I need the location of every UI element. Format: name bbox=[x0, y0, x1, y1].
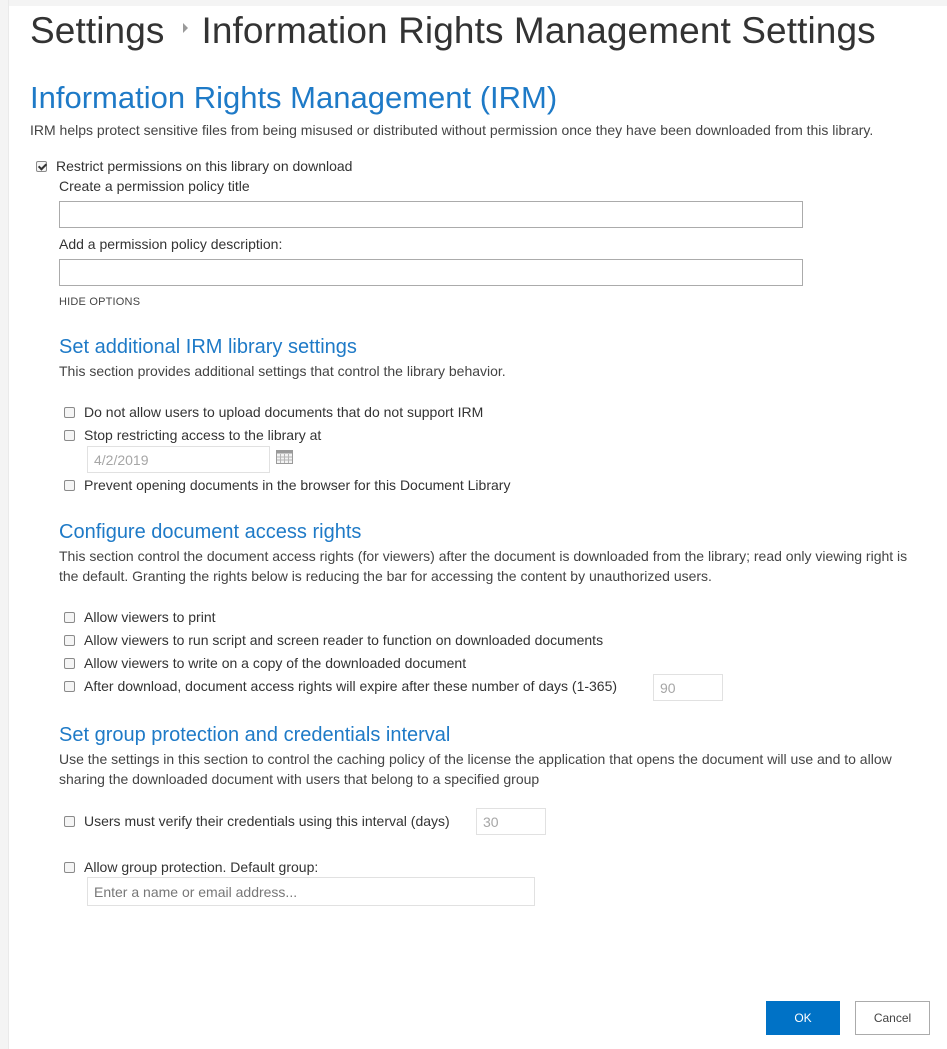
allow-script-row bbox=[64, 632, 603, 648]
prevent-browser-row bbox=[64, 477, 510, 493]
group-protection-checkbox[interactable] bbox=[64, 862, 75, 873]
calendar-icon[interactable] bbox=[276, 450, 293, 464]
default-group-field[interactable] bbox=[87, 877, 535, 906]
breadcrumb bbox=[30, 8, 876, 58]
ok-button[interactable]: OK bbox=[766, 1001, 840, 1035]
expire-days-field[interactable] bbox=[653, 674, 723, 701]
verify-credentials-label: Users must verify their credentials using this interval (days) bbox=[84, 813, 450, 829]
stop-restrict-row bbox=[64, 427, 321, 443]
top-strip bbox=[0, 0, 947, 6]
stop-restrict-label: Stop restricting access to the library at bbox=[84, 427, 322, 443]
expire-row bbox=[64, 678, 617, 694]
allow-print-checkbox[interactable] bbox=[64, 612, 75, 623]
policy-description-label: Add a permission policy description: bbox=[59, 236, 283, 252]
irm-heading: Information Rights Management (IRM) bbox=[30, 80, 558, 115]
verify-days-field[interactable] bbox=[476, 808, 546, 835]
breadcrumb-settings-link[interactable]: Settings bbox=[30, 10, 165, 52]
group-protection-row bbox=[64, 859, 318, 875]
expire-days-input[interactable] bbox=[654, 675, 722, 700]
group-protection-heading: Set group protection and credentials interval bbox=[59, 724, 451, 746]
policy-title-input[interactable] bbox=[60, 202, 802, 227]
default-group-input[interactable] bbox=[88, 878, 534, 905]
stop-date-input[interactable] bbox=[88, 447, 269, 472]
allow-script-checkbox[interactable] bbox=[64, 635, 75, 646]
allow-write-checkbox[interactable] bbox=[64, 658, 75, 669]
access-rights-heading: Configure document access rights bbox=[59, 521, 362, 543]
group-protection-description: Use the settings in this section to control the caching policy of the license the application that opens the document will use and to allow sharing the downloaded document with users that belong to a specified group bbox=[59, 751, 892, 787]
group-protection-label: Allow group protection. Default group: bbox=[84, 859, 319, 875]
access-rights-description: This section control the document access rights (for viewers) after the document is downloaded from the library; read only viewing right is the default. Granting the rights below is reducing the bar for accessing the content by unauthorized users. bbox=[59, 548, 908, 584]
cancel-button[interactable]: Cancel bbox=[855, 1001, 930, 1035]
verify-credentials-row bbox=[64, 813, 450, 829]
verify-credentials-checkbox[interactable] bbox=[64, 816, 75, 827]
left-strip bbox=[0, 0, 9, 1049]
no-upload-row bbox=[64, 404, 483, 420]
restrict-permissions-row bbox=[36, 158, 352, 174]
page-title: Information Rights Management Settings bbox=[201, 10, 876, 52]
allow-write-row bbox=[64, 655, 466, 671]
restrict-permissions-label: Restrict permissions on this library on download bbox=[56, 158, 353, 174]
prevent-browser-label: Prevent opening documents in the browser for this Document Library bbox=[84, 477, 511, 493]
allow-print-row bbox=[64, 609, 216, 625]
allow-print-label: Allow viewers to print bbox=[84, 609, 216, 625]
prevent-browser-checkbox[interactable] bbox=[64, 480, 75, 491]
expire-label: After download, document access rights will expire after these number of days (1-365) bbox=[84, 678, 618, 694]
library-settings-description: This section provides additional settings that control the library behavior. bbox=[59, 363, 506, 379]
restrict-permissions-checkbox[interactable] bbox=[36, 161, 47, 172]
allow-write-label: Allow viewers to write on a copy of the downloaded document bbox=[84, 655, 467, 671]
hide-options-link[interactable]: HIDE OPTIONS bbox=[59, 296, 141, 308]
allow-script-label: Allow viewers to run script and screen reader to function on downloaded documents bbox=[84, 632, 604, 648]
stop-restrict-checkbox[interactable] bbox=[64, 430, 75, 441]
policy-title-field[interactable] bbox=[59, 201, 803, 228]
stop-date-field[interactable] bbox=[87, 446, 270, 473]
expire-checkbox[interactable] bbox=[64, 681, 75, 692]
no-upload-checkbox[interactable] bbox=[64, 407, 75, 418]
no-upload-label: Do not allow users to upload documents that do not support IRM bbox=[84, 404, 484, 420]
policy-description-input[interactable] bbox=[60, 260, 802, 285]
verify-days-input[interactable] bbox=[477, 809, 545, 834]
library-settings-heading: Set additional IRM library settings bbox=[59, 336, 357, 358]
policy-title-label: Create a permission policy title bbox=[59, 178, 250, 194]
breadcrumb-separator-icon bbox=[183, 23, 188, 33]
policy-description-field[interactable] bbox=[59, 259, 803, 286]
irm-description: IRM helps protect sensitive files from being misused or distributed without permission once they have been downloaded from this library. bbox=[30, 122, 874, 138]
